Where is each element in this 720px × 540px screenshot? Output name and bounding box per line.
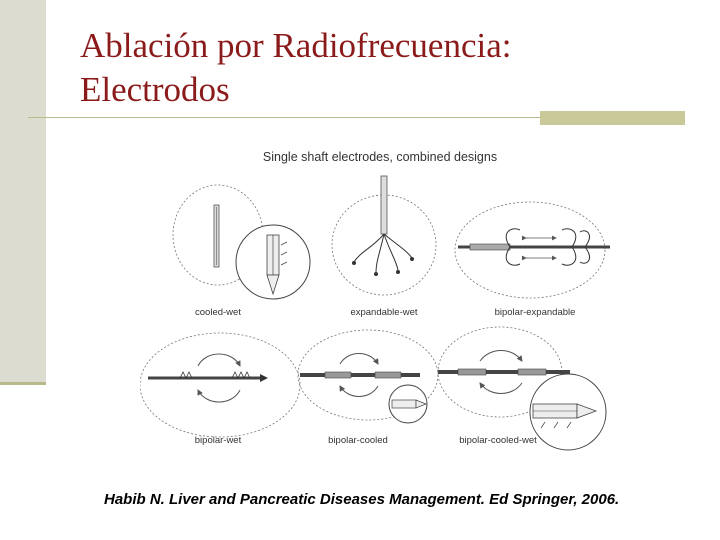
label-bipolar-expandable: bipolar-expandable <box>494 307 576 318</box>
label-cooled-wet: cooled-wet <box>195 307 241 318</box>
side-decoration-bar <box>0 0 46 385</box>
title-divider <box>28 117 540 118</box>
bipolar-expandable-electrode <box>455 202 610 318</box>
label-bipolar-wet: bipolar-wet <box>194 435 242 446</box>
slide-title <box>80 24 700 112</box>
expandable-wet-electrode <box>332 176 436 318</box>
cooled-wet-electrode <box>173 185 310 318</box>
bipolar-wet-electrode <box>140 333 300 446</box>
title-divider-accent <box>540 111 685 125</box>
label-bipolar-cooled: bipolar-cooled <box>328 435 388 446</box>
figure-heading: Single shaft electrodes, combined designs <box>262 150 498 164</box>
bipolar-cooled-wet-electrode <box>438 327 606 450</box>
label-expandable-wet: expandable-wet <box>350 307 418 318</box>
electrode-diagram <box>140 140 620 465</box>
citation: Habib N. Liver and Pancreatic Diseases Management. Ed Springer, 2006. <box>104 491 620 508</box>
title-line-1: Ablación por Radiofrecuencia: <box>80 26 512 65</box>
title-line-2: Electrodos <box>80 70 230 109</box>
electrode-figure <box>140 140 620 465</box>
bipolar-cooled-electrode <box>298 330 438 446</box>
label-bipolar-cooled-wet: bipolar-cooled-wet <box>459 435 537 446</box>
